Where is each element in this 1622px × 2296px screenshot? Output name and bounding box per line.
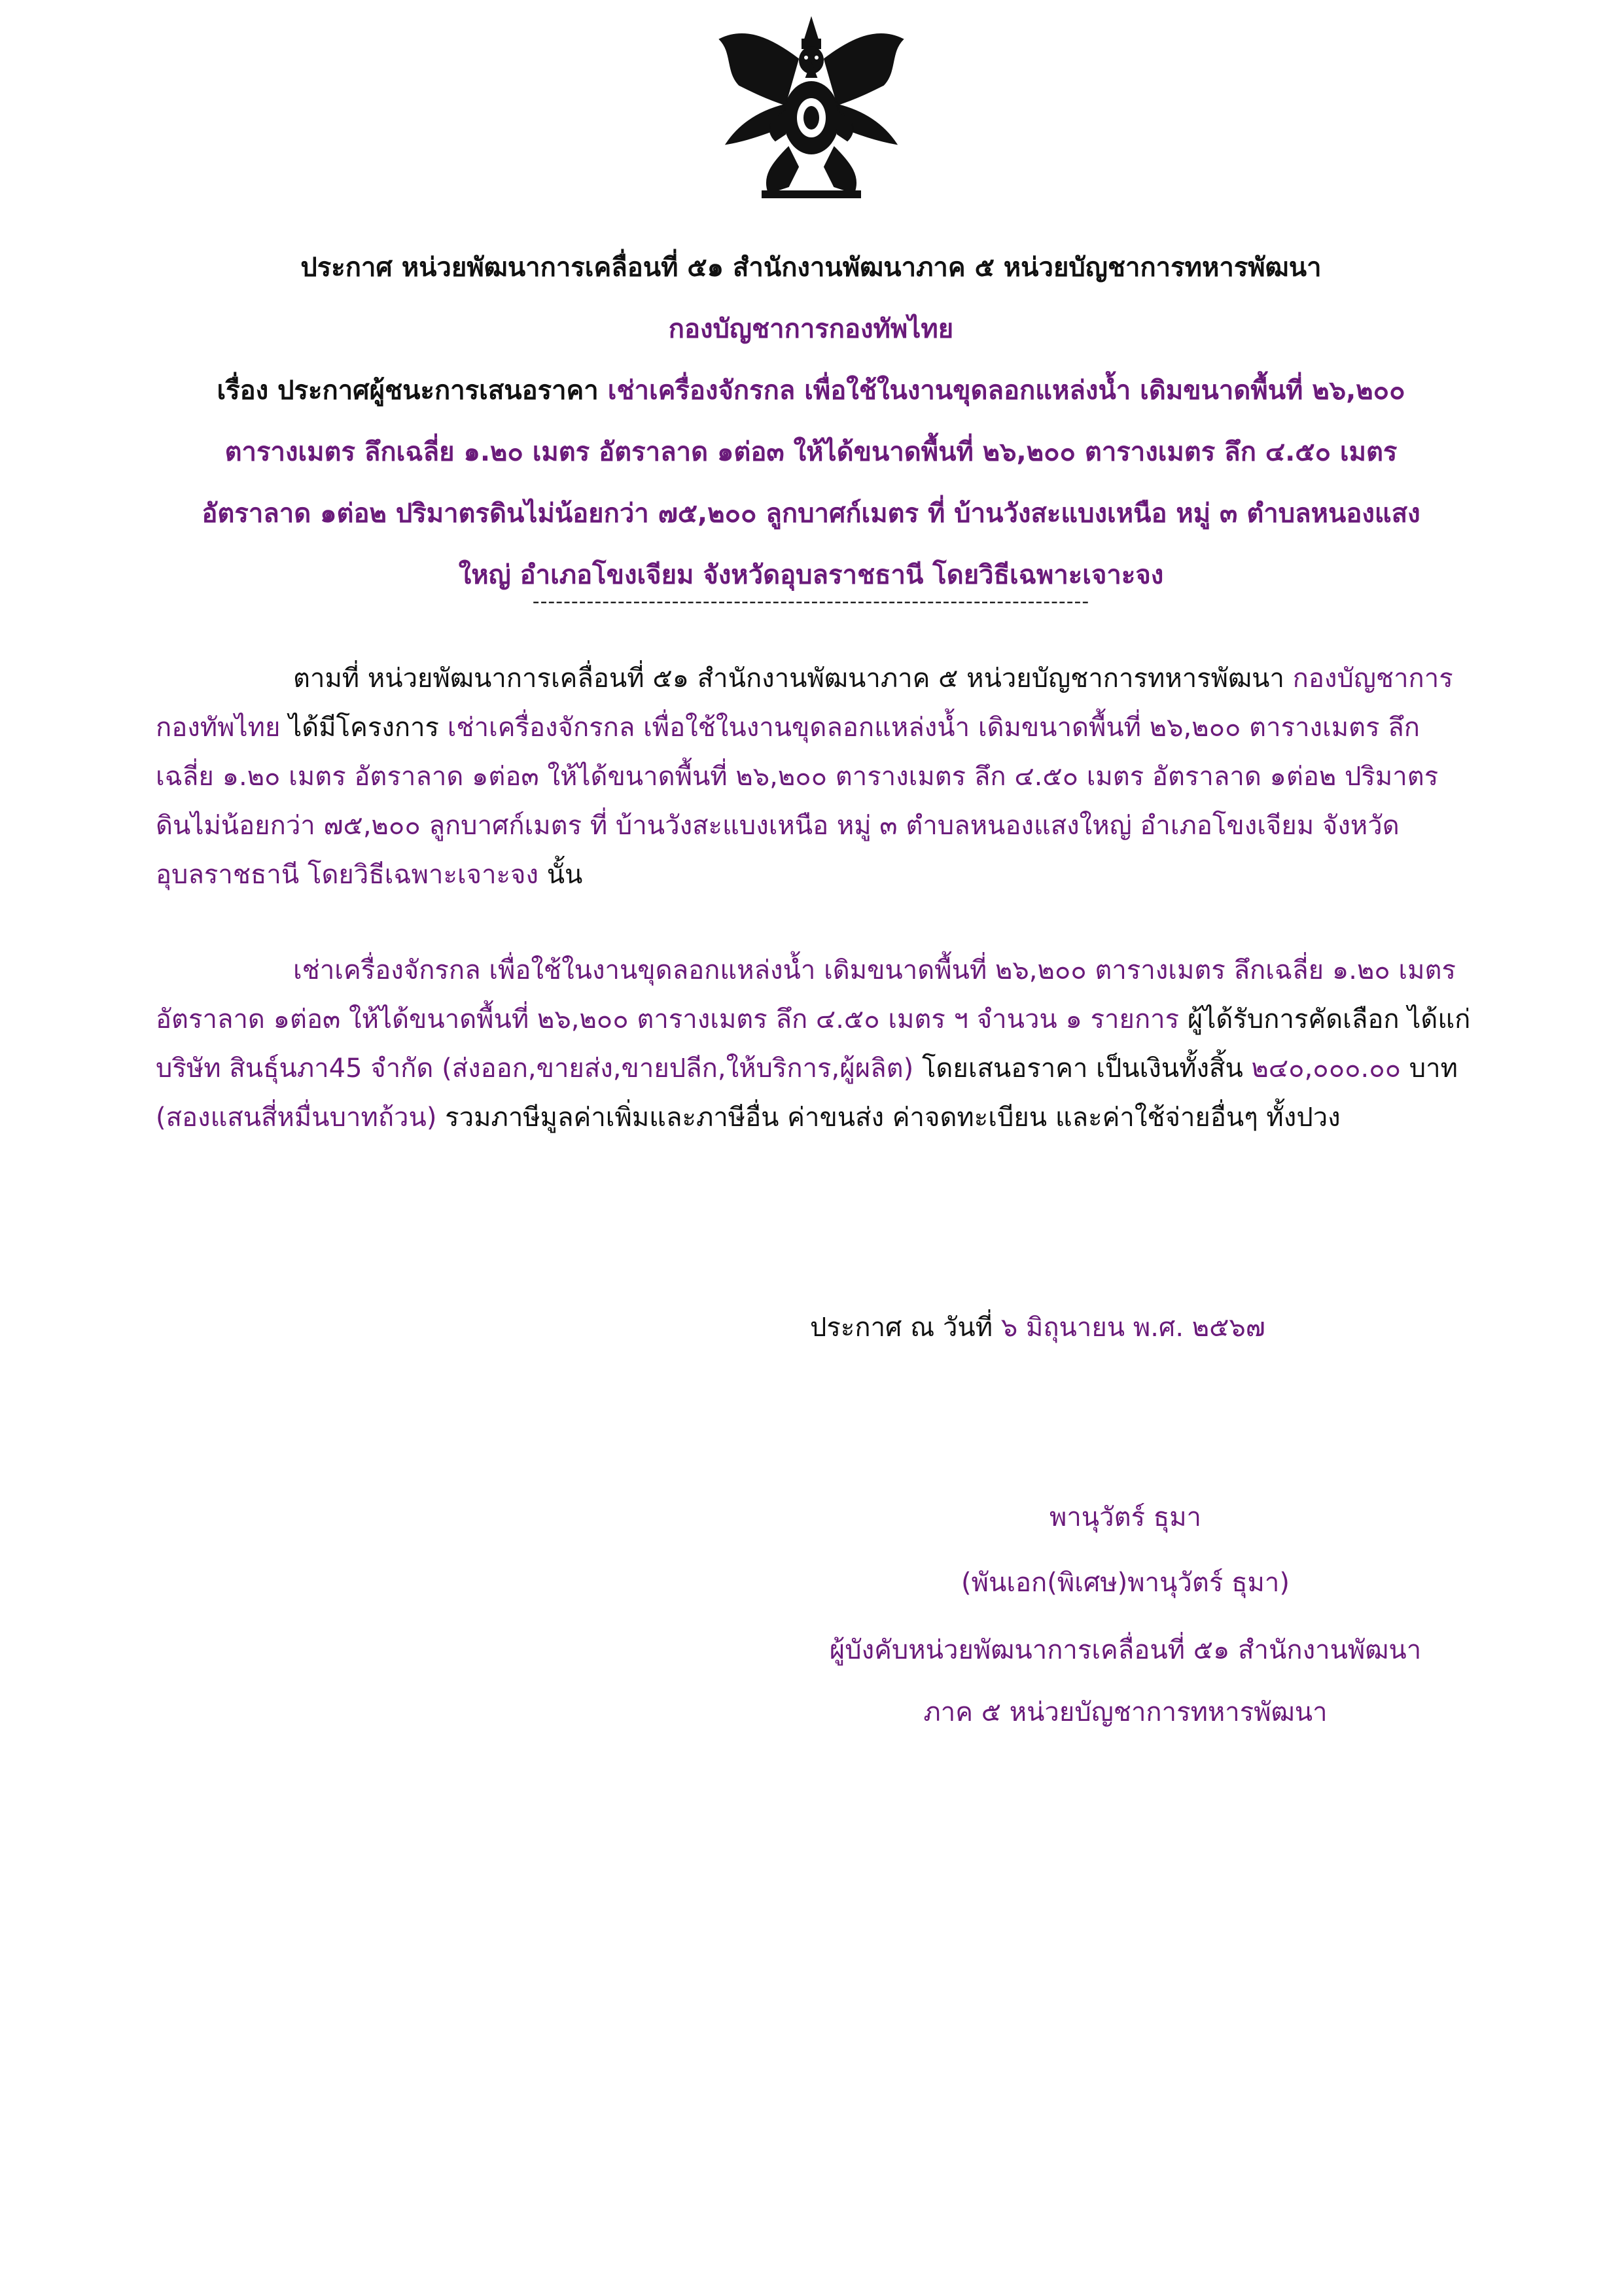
signature-position-1: ผู้บังคับหน่วยพัฒนาการเคลื่อนที่ ๕๑ สำนักงานพัฒนา [829,1635,1422,1665]
p1-mid: ได้มีโครงการ [280,713,448,743]
heading-line-2: กองบัญชาการกองทัพไทย [668,314,954,344]
paragraph-project [156,654,1471,900]
p2-amount-words: (สองแสนสี่หมื่นบาทถ้วน) [156,1103,437,1133]
heading-line-6: ใหญ่ อำเภอโขงเจียม จังหวัดอุบลราชธานี โดยวิธีเฉพาะเจาะจง [458,560,1164,590]
heading-line-5: อัตราลาด ๑ต่อ๒ ปริมาตรดินไม่น้อยกว่า ๗๕,๒๐๐ ลูกบาศก์เมตร ที่ บ้านวังสะแบงเหนือ หมู่ ๓ ตำบลหนองแสง [202,499,1420,529]
p2-offer: โดยเสนอราคา เป็นเงินทั้งสิ้น [913,1053,1252,1084]
announcement-heading [98,237,1524,606]
heading-line-3 [98,360,1524,421]
p1-project: เช่าเครื่องจักรกล เพื่อใช้ในงานขุดลอกแหล่งน้ำ เดิมขนาดพื้นที่ ๒๖,๒๐๐ ตารางเมตร ลึกเฉลี่ย ๑.๒๐ เมตร อัตราลาด ๑ต่อ๓ ให้ได้ขนาดพื้นที่ ๒๖,๒๐๐ ตารางเมตร ลึก ๔.๕๐ เมตร อัตราลาด ๑ต่อ๒ ปริมาตรดินไม่น้อยกว่า ๗๕,๒๐๐ ลูกบาศก์เมตร ที่ บ้านวังสะแบงเหนือ หมู่ ๓ ตำบลหนองแสงใหญ่ อำเภอโขงเจียม จังหวัดอุบลราชธานี โดยวิธีเฉพาะเจาะจง [156,713,1439,890]
p2-item: เช่าเครื่องจักรกล เพื่อใช้ในงานขุดลอกแหล่งน้ำ เดิมขนาดพื้นที่ ๒๖,๒๐๐ ตารางเมตร ลึกเฉลี่ย ๑.๒๐ เมตร อัตราลาด ๑ต่อ๓ ให้ได้ขนาดพื้นที่ ๒๖,๒๐๐ ตารางเมตร ลึก ๔.๕๐ เมตร ฯ จำนวน ๑ รายการ [156,955,1456,1034]
subject-prefix: เรื่อง ประกาศผู้ชนะการเสนอราคา [217,376,608,406]
p2-amount: ๒๔๐,๐๐๐.๐๐ [1251,1053,1402,1084]
signature-rank-name: (พันเอก(พิเศษ)พานุวัตร์ ธุมา) [961,1568,1290,1598]
date-value: ๖ มิถุนายน พ.ศ. ๒๕๖๗ [1000,1313,1265,1343]
garuda-emblem-icon [707,13,916,209]
paragraph-award [156,946,1471,1142]
signature-name: พานุวัตร์ ธุมา [1049,1502,1202,1532]
p2-baht: บาท [1401,1053,1458,1084]
heading-line-4: ตารางเมตร ลึกเฉลี่ย ๑.๒๐ เมตร อัตราลาด ๑ต่อ๓ ให้ได้ขนาดพื้นที่ ๒๖,๒๐๐ ตารางเมตร ลึก ๔.๕๐ เมตร [224,437,1398,467]
p2-end: รวมภาษีมูลค่าเพิ่มและภาษีอื่น ค่าขนส่ง ค่าจดทะเบียน และค่าใช้จ่ายอื่นๆ ทั้งปวง [436,1103,1341,1133]
heading-line-1: ประกาศ หน่วยพัฒนาการเคลื่อนที่ ๕๑ สำนักงานพัฒนาภาค ๕ หน่วยบัญชาการทหารพัฒนา [300,253,1322,283]
subject-text: เช่าเครื่องจักรกล เพื่อใช้ในงานขุดลอกแหล่งน้ำ เดิมขนาดพื้นที่ ๒๖,๒๐๐ [607,376,1405,406]
p2-company: บริษัท สินธุ์นภา45 จำกัด (ส่งออก,ขายส่ง,ขายปลีก,ให้บริการ,ผู้ผลิต) [156,1053,914,1084]
p1-end: นั้น [538,860,583,890]
signature-position-2: ภาค ๕ หน่วยบัญชาการทหารพัฒนา [923,1697,1328,1727]
p2-selected: ผู้ได้รับการคัดเลือก ได้แก่ [1179,1004,1471,1034]
p1-org: กองบัญชาการกองทัพไทย [156,663,1453,743]
date-prefix: ประกาศ ณ วันที่ [810,1313,1001,1343]
divider-line: ------------------------------------------------------------------------ [532,590,1090,613]
p1-intro: ตามที่ หน่วยพัฒนาการเคลื่อนที่ ๕๑ สำนักงานพัฒนาภาค ๕ หน่วยบัญชาการทหารพัฒนา [293,663,1284,694]
announcement-date [810,1303,1265,1352]
